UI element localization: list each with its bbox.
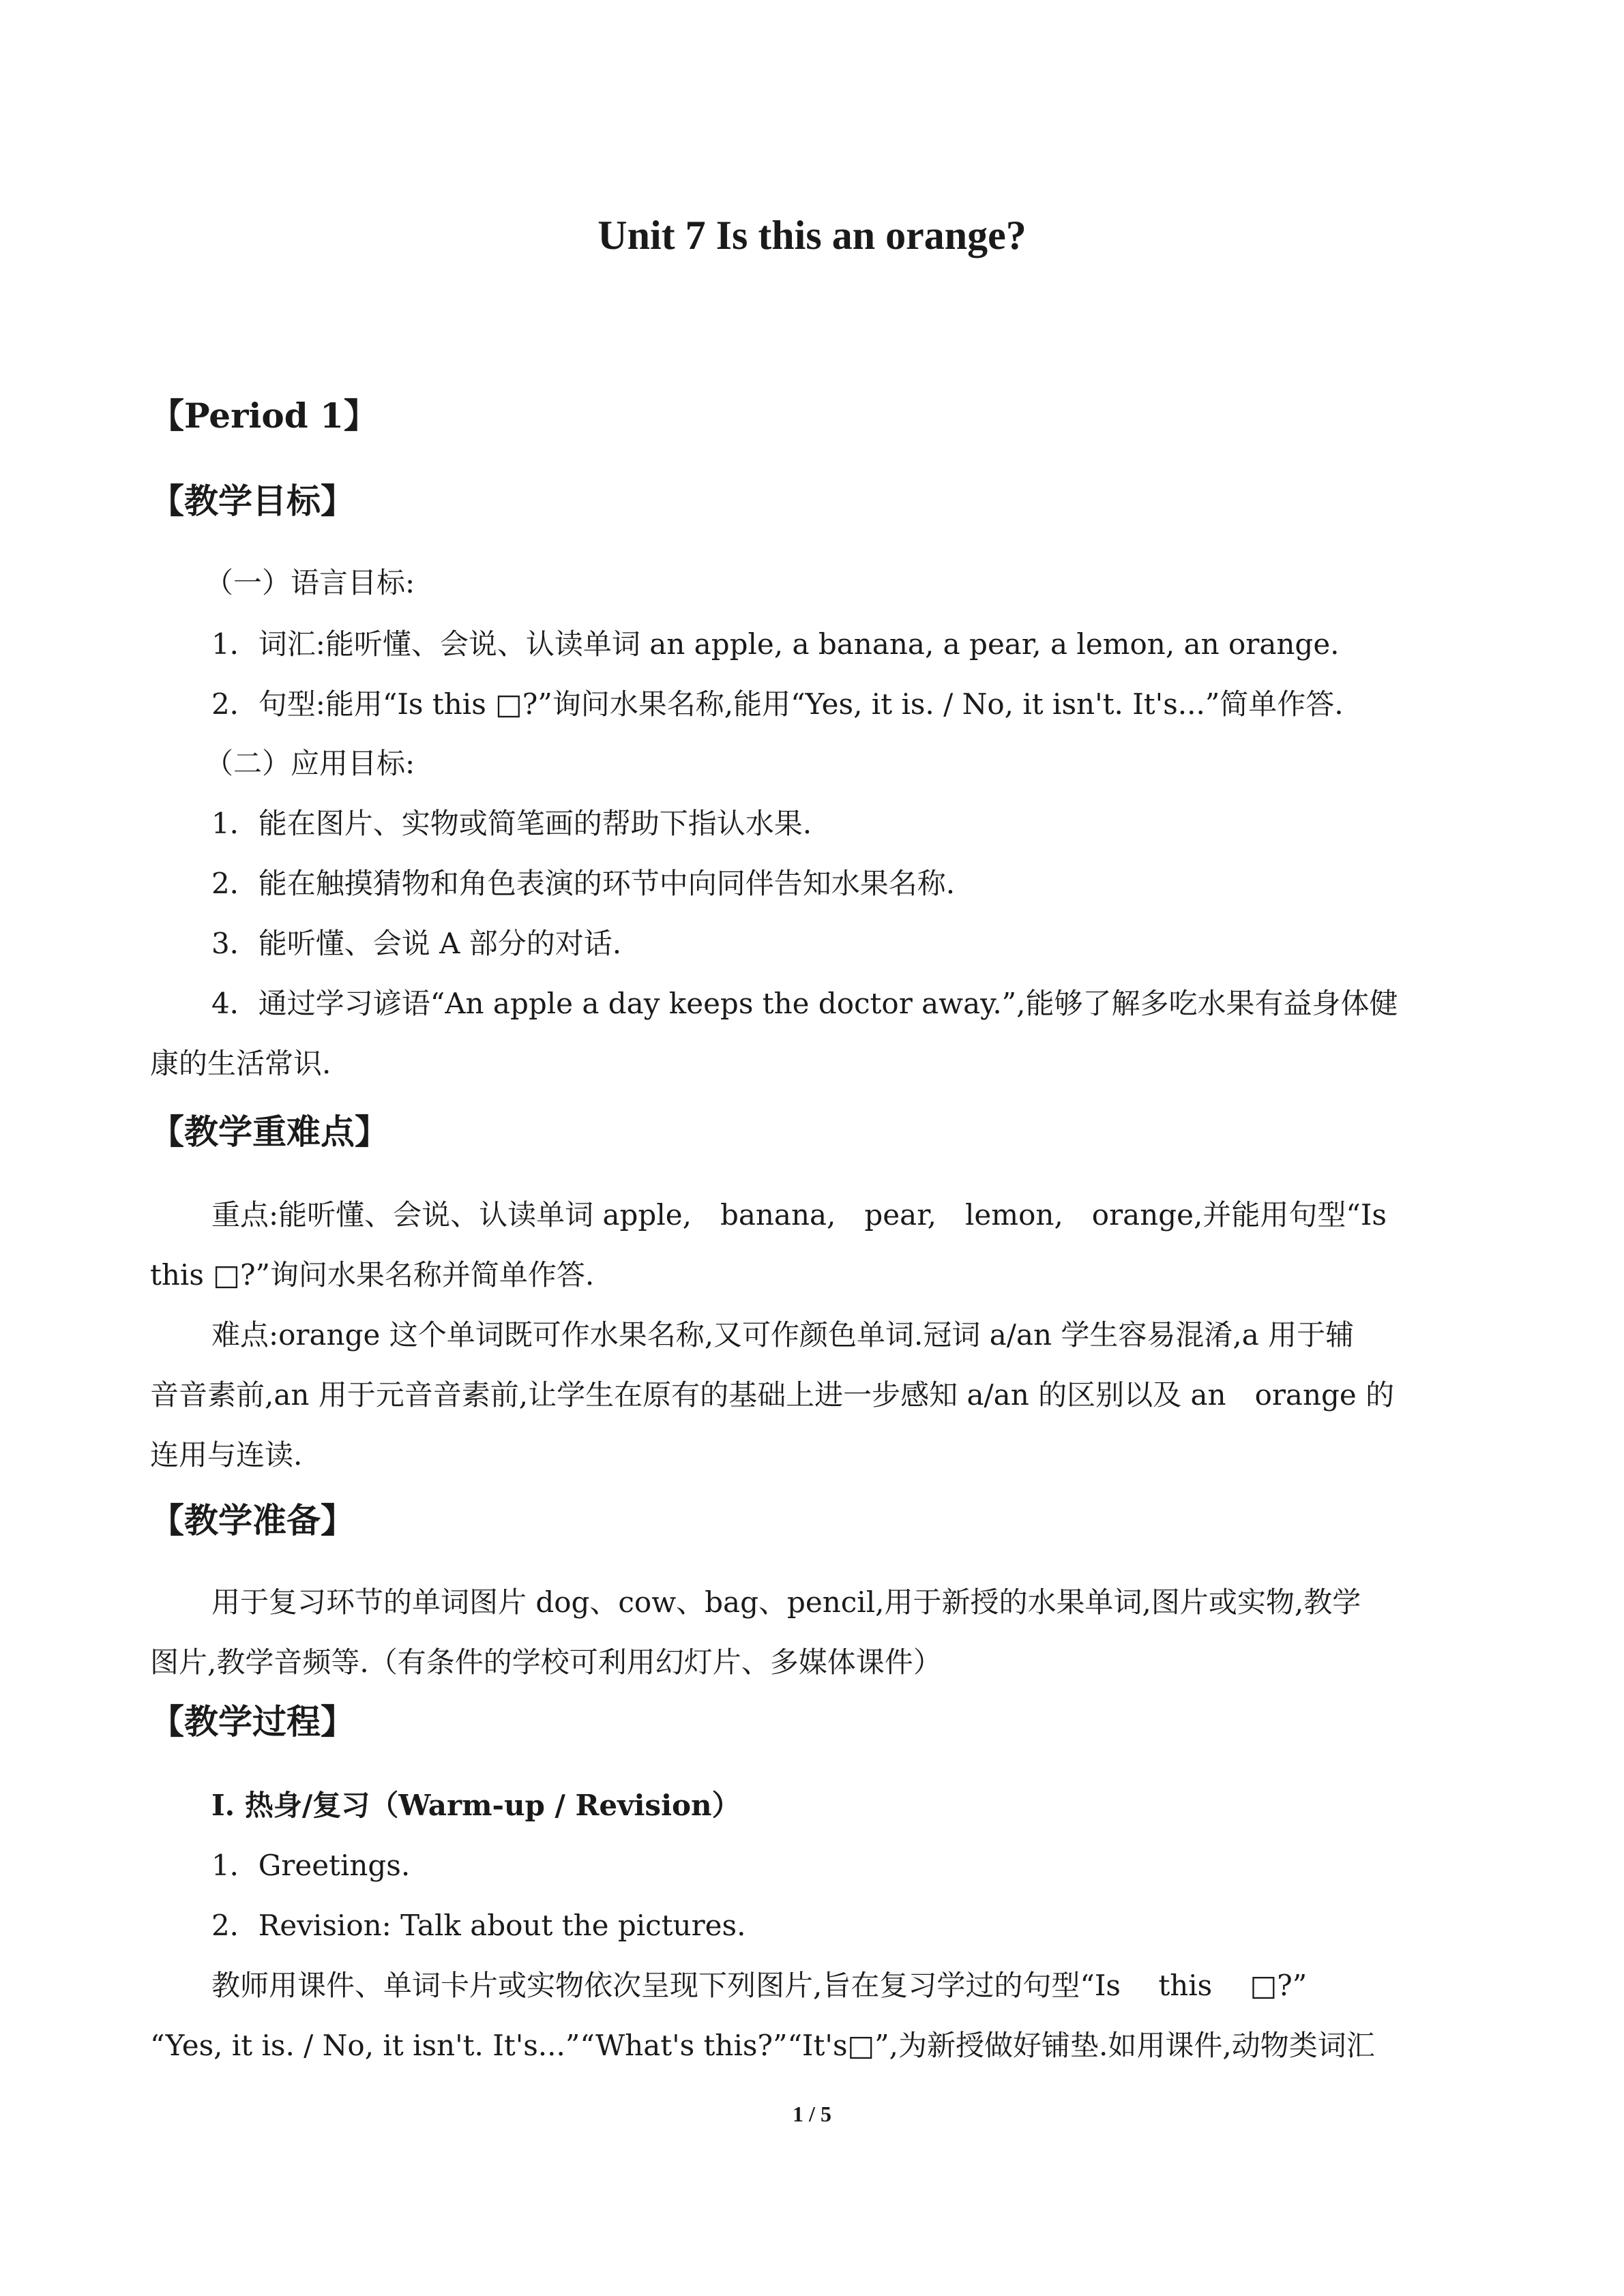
page-number: 1 / 5 <box>793 2102 831 2126</box>
key-points-heading: 【教学重难点】 <box>150 1112 389 1152</box>
process-step-1: 1．Greetings. <box>211 1849 411 1882</box>
application-goal-4-line-1: 4．通过学习谚语“An apple a day keeps the doctor away.”,能够了解多吃水果有益身体健 <box>211 987 1398 1020</box>
application-goal-3: 3．能听懂、会说 A 部分的对话. <box>211 927 622 960</box>
goals-heading: 【教学目标】 <box>150 481 355 521</box>
process-paragraph-line-2: “Yes, it is. / No, it isn't. It's...”“What's this?”“It's□”,为新授做好铺垫.如用课件,动物类词汇 <box>150 2029 1375 2062</box>
preparation-line-1: 用于复习环节的单词图片 dog、cow、bag、pencil,用于新授的水果单词,图片或实物,教学 <box>211 1585 1361 1619</box>
application-goals-subheading: （二）应用目标: <box>205 747 415 780</box>
key-point-line-1: 重点:能听懂、会说、认读单词 apple, banana, pear, lemon, orange,并能用句型“Is <box>211 1198 1387 1232</box>
process-paragraph-line-1: 教师用课件、单词卡片或实物依次呈现下列图片,旨在复习学过的句型“Is this □?” <box>211 1969 1308 2002</box>
difficulty-line-2: 音音素前,an 用于元音音素前,让学生在原有的基础上进一步感知 a/an 的区别以及 an orange 的 <box>150 1378 1395 1412</box>
process-step-2: 2．Revision: Talk about the pictures. <box>211 1909 746 1942</box>
difficulty-line-3: 连用与连读. <box>150 1438 303 1472</box>
application-goal-1: 1．能在图片、实物或简笔画的帮助下指认水果. <box>211 807 812 840</box>
preparation-line-2: 图片,教学音频等.（有条件的学校可利用幻灯片、多媒体课件） <box>150 1645 942 1679</box>
process-heading: 【教学过程】 <box>150 1701 355 1742</box>
difficulty-line-1: 难点:orange 这个单词既可作水果名称,又可作颜色单词.冠词 a/an 学生容易混淆,a 用于辅 <box>211 1318 1355 1352</box>
language-goal-1: 1．词汇:能听懂、会说、认读单词 an apple, a banana, a pear, a lemon, an orange. <box>211 627 1340 661</box>
language-goals-subheading: （一）语言目标: <box>205 566 415 599</box>
preparation-heading: 【教学准备】 <box>150 1500 355 1540</box>
document-title: Unit 7 Is this an orange? <box>597 213 1027 258</box>
warm-up-subheading: I. 热身/复习（Warm-up / Revision） <box>211 1789 741 1822</box>
application-goal-2: 2．能在触摸猜物和角色表演的环节中向同伴告知水果名称. <box>211 867 956 900</box>
period-heading: 【Period 1】 <box>150 396 378 436</box>
key-point-line-2: this □?”询问水果名称并简单作答. <box>150 1258 595 1292</box>
language-goal-2: 2．句型:能用“Is this □?”询问水果名称,能用“Yes, it is. / No, it isn't. It's...”简单作答. <box>211 687 1344 721</box>
application-goal-4-line-2: 康的生活常识. <box>150 1047 331 1080</box>
